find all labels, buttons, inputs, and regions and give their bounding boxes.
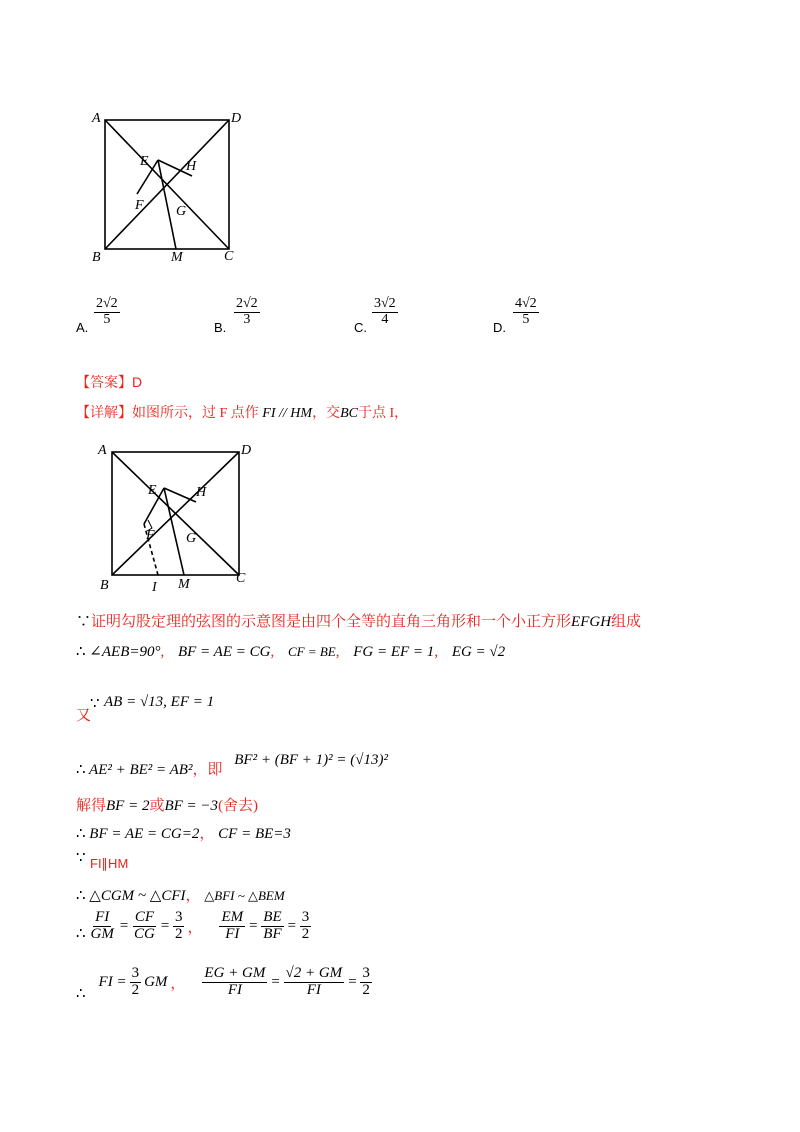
option-d[interactable] bbox=[493, 297, 613, 337]
option-letter: D. bbox=[493, 320, 506, 335]
label-B: B bbox=[100, 578, 109, 593]
label-C: C bbox=[224, 249, 234, 264]
option-fraction: $\frac{2√2}{3}$ bbox=[236, 296, 258, 327]
option-b[interactable] bbox=[214, 297, 334, 337]
option-letter: C. bbox=[354, 320, 367, 335]
proof-line-9: ∴ $\frac{FI}{GM}$ = $\frac{CF}{CG}$ = $\frac{3}{2}$ ， $\frac{EM}{FI}$ = $\frac{BE}{BF}$ = $\frac{3}{2}$ bbox=[76, 909, 310, 942]
label-I: I bbox=[152, 580, 157, 595]
option-c[interactable] bbox=[354, 297, 474, 337]
proof-line-2: ∴ ∠AEB=90°, BF = AE = CG, CF = BE, FG = EF = 1, EG = √2 bbox=[76, 644, 506, 660]
label-C: C bbox=[236, 571, 246, 586]
label-D: D bbox=[241, 443, 252, 458]
label-F: F bbox=[135, 198, 144, 213]
label-E: E bbox=[148, 483, 157, 498]
option-fraction: $\frac{3√2}{4}$ bbox=[374, 296, 396, 327]
detail-line: 【详解】如图所示，过 F 点作 FI // HM，交BC于点 I， bbox=[76, 406, 409, 421]
option-letter: A. bbox=[76, 320, 89, 335]
proof-line-4: ∴ AE² + BE² = AB²，即 BF² + (BF + 1)² = (√13)² bbox=[76, 752, 388, 778]
proof-line-1: ∵证明勾股定理的弦图的示意图是由四个全等的直角三角形和一个小正方形EFGH组成 bbox=[76, 614, 642, 630]
option-fraction: $\frac{2√2}{5}$ bbox=[96, 296, 118, 327]
proof-line-7: ∵ FI∥HM bbox=[76, 850, 129, 871]
label-B: B bbox=[92, 250, 101, 265]
label-M: M bbox=[171, 250, 183, 265]
label-E: E bbox=[140, 154, 149, 169]
label-F: F bbox=[146, 528, 155, 543]
label-D: D bbox=[231, 111, 242, 126]
answer-line bbox=[76, 372, 142, 392]
detail-math-1: FI // HM bbox=[262, 406, 313, 421]
proof-line-3: 又 ∵ AB = √13, EF = 1 bbox=[76, 694, 215, 724]
answer-value: D bbox=[132, 374, 143, 390]
detail-tag: 【详解】 bbox=[76, 406, 132, 421]
label-A: A bbox=[98, 443, 107, 458]
option-a[interactable] bbox=[76, 297, 196, 337]
detail-math-2: BC bbox=[340, 406, 358, 421]
label-A: A bbox=[92, 111, 101, 126]
proof-line-10: ∴ FI = $\frac{3}{2}$ GM ， $\frac{EG + GM}{FI}$ = $\frac{√2 + GM}{FI}$ = $\frac{3}{2}$ bbox=[76, 965, 370, 1002]
figure-1 bbox=[88, 108, 248, 268]
proof-line-5: 解得BF = 2或BF = −3(舍去) bbox=[76, 798, 259, 814]
proof-line-8: ∴ △CGM ~ △CFI， △BFI ~ △BEM bbox=[76, 888, 285, 904]
figure-2 bbox=[92, 436, 257, 596]
label-H: H bbox=[196, 485, 207, 500]
option-letter: B. bbox=[214, 320, 227, 335]
label-G: G bbox=[186, 531, 197, 546]
answer-tag: 【答案】 bbox=[76, 374, 132, 390]
label-G: G bbox=[176, 204, 187, 219]
label-M: M bbox=[178, 577, 190, 592]
option-fraction: $\frac{4√2}{5}$ bbox=[515, 296, 537, 327]
proof-line-6: ∴ BF = AE = CG=2， CF = BE=3 bbox=[76, 826, 291, 842]
label-H: H bbox=[186, 159, 197, 174]
